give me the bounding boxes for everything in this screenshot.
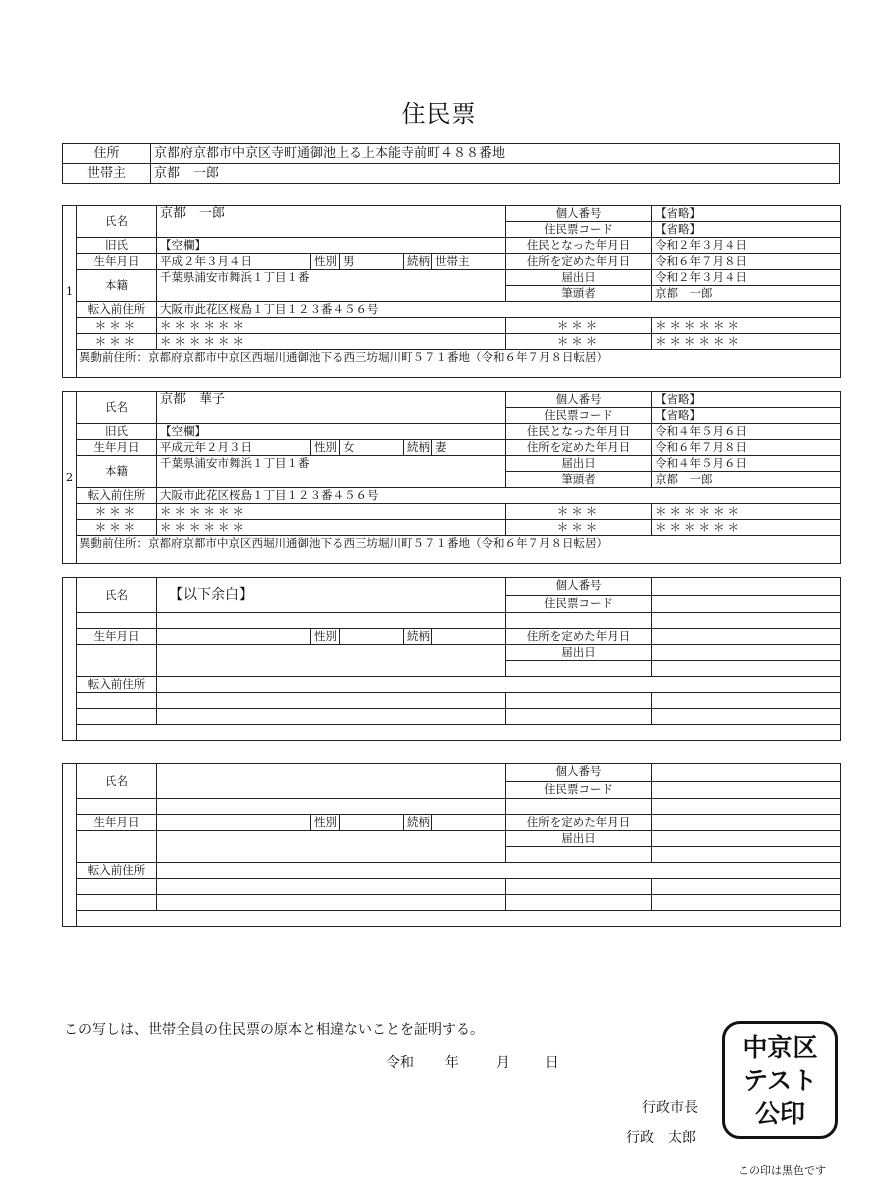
address-value: 京都府京都市中京区寺町通御池上る上本能寺前町４８８番地 [151, 144, 840, 164]
old-name-label: 旧氏 [77, 424, 157, 440]
resident-code-label: 住民票コード [506, 595, 652, 613]
my-number-label: 個人番号 [506, 392, 652, 408]
prev-address-label: 転入前住所 [77, 488, 157, 504]
relation-value: 妻 [432, 440, 506, 456]
honseki-label: 本籍 [77, 456, 157, 488]
stamp-note: この印は黒色です [738, 1164, 826, 1177]
name-label: 氏名 [77, 578, 157, 613]
filing-date-label: 届出日 [506, 270, 652, 286]
masked-value: ＊＊＊＊＊＊ [652, 334, 841, 350]
my-number-label: 個人番号 [506, 764, 652, 782]
masked-value: ＊＊＊＊＊＊ [157, 504, 506, 520]
householder-value: 京都 一郎 [151, 164, 840, 184]
prev-address-value: 大阪市此花区桜島１丁目１２３番４５６号 [157, 302, 841, 318]
relation-value: 世帯主 [432, 254, 506, 270]
relation-label: 続柄 [404, 440, 432, 456]
masked-value: ＊＊＊＊＊＊ [157, 318, 506, 334]
masked-label: ＊＊＊ [77, 334, 157, 350]
empty-block-3 [62, 577, 841, 741]
certification-date [386, 1052, 559, 1072]
sex-label: 性別 [311, 440, 340, 456]
person-name: 京都 一郎 [157, 206, 506, 238]
filing-date-label: 届出日 [506, 645, 652, 661]
prev-address-value: 大阪市此花区桜島１丁目１２３番４５６号 [157, 488, 841, 504]
person-block-2 [62, 391, 841, 564]
head-label: 筆頭者 [506, 286, 652, 302]
my-number-value: 【省略】 [652, 206, 841, 222]
year-label: 年 [444, 1055, 459, 1071]
honseki-label: 本籍 [77, 270, 157, 302]
sex-label: 性別 [311, 815, 340, 831]
my-number-label: 個人番号 [506, 578, 652, 596]
mayor-title: 行政市長 [642, 1100, 698, 1116]
masked-value: ＊＊＊＊＊＊ [157, 334, 506, 350]
masked-value: ＊＊＊＊＊＊ [652, 318, 841, 334]
head-label: 筆頭者 [506, 472, 652, 488]
blank-marker: 【以下余白】 [157, 578, 506, 613]
masked-value: ＊＊＊＊＊＊ [652, 504, 841, 520]
era: 令和 [386, 1055, 414, 1071]
filing-date-value: 令和４年５月６日 [652, 456, 841, 472]
old-name-value: 【空欄】 [157, 238, 506, 254]
masked-label: ＊＊＊ [506, 334, 652, 350]
masked-label: ＊＊＊ [77, 520, 157, 536]
old-name-label: 旧氏 [77, 238, 157, 254]
birth-label: 生年月日 [77, 254, 157, 270]
sex-label: 性別 [311, 254, 340, 270]
masked-label: ＊＊＊ [506, 318, 652, 334]
stamp-line: テスト [742, 1065, 817, 1095]
became-resident-label: 住民となった年月日 [506, 424, 652, 440]
household-header [62, 143, 840, 184]
prev-address-label: 転入前住所 [77, 302, 157, 318]
became-resident-value: 令和２年３月４日 [652, 238, 841, 254]
mayor-name: 行政 太郎 [626, 1130, 696, 1146]
month-label: 月 [495, 1055, 510, 1071]
relation-label: 続柄 [404, 815, 432, 831]
address-date-value: 令和６年７月８日 [652, 254, 841, 270]
relation-label: 続柄 [404, 254, 432, 270]
birth-label: 生年月日 [77, 440, 157, 456]
masked-label: ＊＊＊ [77, 318, 157, 334]
previous-address-memo: 異動前住所：京都府京都市中京区西堀川通御池下る西三坊堀川町５７１番地（令和６年７月８日転居） [77, 536, 841, 552]
person-name: 京都 華子 [157, 392, 506, 424]
empty-block-4 [62, 763, 841, 927]
relation-label: 続柄 [404, 629, 432, 645]
official-seal-stamp [722, 1021, 838, 1139]
resident-code-label: 住民票コード [506, 781, 652, 799]
filing-date-label: 届出日 [506, 831, 652, 847]
resident-code-label: 住民票コード [506, 408, 652, 424]
person-block-1 [62, 205, 841, 378]
sex-value: 男 [340, 254, 404, 270]
address-date-label: 住所を定めた年月日 [506, 254, 652, 270]
name-label: 氏名 [77, 764, 157, 799]
address-date-value: 令和６年７月８日 [652, 440, 841, 456]
honseki-value: 千葉県浦安市舞浜１丁目１番 [157, 456, 506, 488]
address-date-label: 住所を定めた年月日 [506, 440, 652, 456]
stamp-line: 中京区 [742, 1032, 818, 1062]
prev-address-label: 転入前住所 [77, 677, 157, 693]
masked-value: ＊＊＊＊＊＊ [652, 520, 841, 536]
householder-label: 世帯主 [63, 164, 151, 184]
stamp-line: 公印 [754, 1098, 805, 1128]
resident-code-label: 住民票コード [506, 222, 652, 238]
name-label: 氏名 [77, 392, 157, 424]
address-date-label: 住所を定めた年月日 [506, 629, 652, 645]
person-number: 2 [63, 392, 77, 564]
filing-date-value: 令和２年３月４日 [652, 270, 841, 286]
resident-code-value: 【省略】 [652, 408, 841, 424]
document-title: 住民票 [401, 100, 477, 128]
sex-value: 女 [340, 440, 404, 456]
head-value: 京都 一郎 [652, 472, 841, 488]
masked-label: ＊＊＊ [506, 504, 652, 520]
resident-code-value: 【省略】 [652, 222, 841, 238]
birth-label: 生年月日 [77, 815, 157, 831]
name-label: 氏名 [77, 206, 157, 238]
certification-statement: この写しは、世帯全員の住民票の原本と相違ないことを証明する。 [64, 1022, 484, 1038]
masked-value: ＊＊＊＊＊＊ [157, 520, 506, 536]
my-number-value: 【省略】 [652, 392, 841, 408]
birth-value: 平成２年３月４日 [157, 254, 311, 270]
prev-address-label: 転入前住所 [77, 863, 157, 879]
honseki-value: 千葉県浦安市舞浜１丁目１番 [157, 270, 506, 302]
address-date-label: 住所を定めた年月日 [506, 815, 652, 831]
old-name-value: 【空欄】 [157, 424, 506, 440]
person-number: 1 [63, 206, 77, 378]
masked-label: ＊＊＊ [506, 520, 652, 536]
sex-label: 性別 [311, 629, 340, 645]
address-label: 住所 [63, 144, 151, 164]
head-value: 京都 一郎 [652, 286, 841, 302]
my-number-label: 個人番号 [506, 206, 652, 222]
masked-label: ＊＊＊ [77, 504, 157, 520]
day-label: 日 [544, 1055, 559, 1071]
previous-address-memo: 異動前住所：京都府京都市中京区西堀川通御池下る西三坊堀川町５７１番地（令和６年７月８日転居） [77, 350, 841, 366]
became-resident-label: 住民となった年月日 [506, 238, 652, 254]
filing-date-label: 届出日 [506, 456, 652, 472]
birth-label: 生年月日 [77, 629, 157, 645]
became-resident-value: 令和４年５月６日 [652, 424, 841, 440]
birth-value: 平成元年２月３日 [157, 440, 311, 456]
